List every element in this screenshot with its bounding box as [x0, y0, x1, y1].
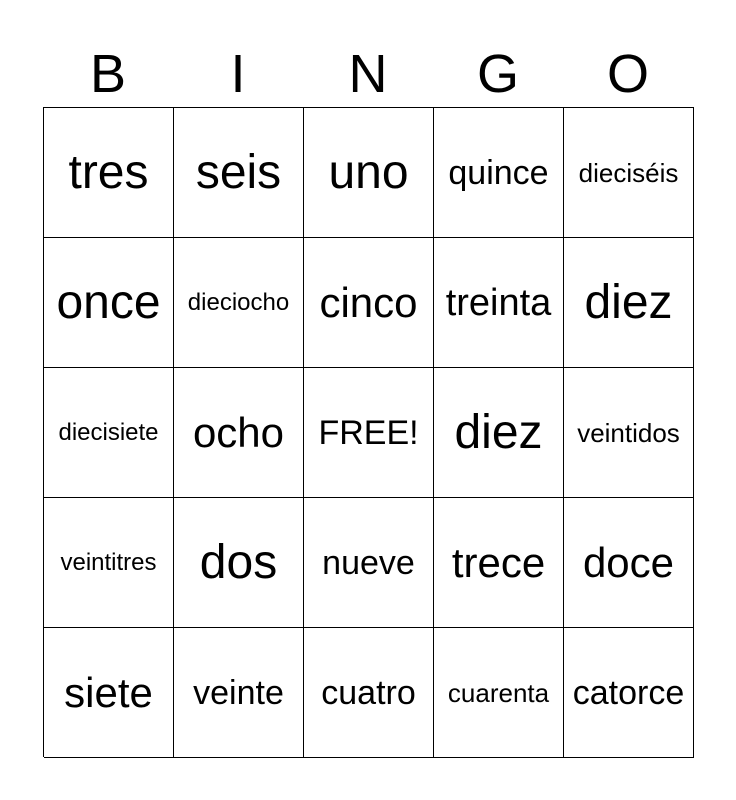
bingo-cell[interactable]: doce	[564, 498, 694, 628]
bingo-cell[interactable]: cuatro	[304, 628, 434, 758]
bingo-cell[interactable]: dieciocho	[174, 238, 304, 368]
free-space[interactable]: FREE!	[304, 368, 434, 498]
bingo-cell[interactable]: cuarenta	[434, 628, 564, 758]
bingo-cell[interactable]: catorce	[564, 628, 694, 758]
bingo-cell[interactable]: treinta	[434, 238, 564, 368]
header-letter-i: I	[230, 44, 246, 104]
bingo-cell[interactable]: uno	[304, 108, 434, 238]
bingo-cell[interactable]: veintidos	[564, 368, 694, 498]
bingo-cell[interactable]: diecisiete	[44, 368, 174, 498]
bingo-cell[interactable]: siete	[44, 628, 174, 758]
bingo-cell[interactable]: diez	[434, 368, 564, 498]
bingo-cell[interactable]: diez	[564, 238, 694, 368]
bingo-cell[interactable]: dos	[174, 498, 304, 628]
bingo-cell[interactable]: ocho	[174, 368, 304, 498]
bingo-cell[interactable]: tres	[44, 108, 174, 238]
bingo-header	[43, 40, 693, 108]
header-letter-o: O	[606, 44, 649, 104]
bingo-cell[interactable]: seis	[174, 108, 304, 238]
bingo-cell[interactable]: quince	[434, 108, 564, 238]
bingo-board	[43, 107, 694, 757]
bingo-cell[interactable]: trece	[434, 498, 564, 628]
bingo-cell[interactable]: cinco	[304, 238, 434, 368]
bingo-cell[interactable]: dieciséis	[564, 108, 694, 238]
bingo-cell[interactable]: veintitres	[44, 498, 174, 628]
header-letter-n: N	[348, 44, 388, 104]
bingo-cell[interactable]: once	[44, 238, 174, 368]
header-letter-b: B	[89, 44, 127, 104]
header-letter-g: G	[476, 44, 519, 104]
bingo-cell[interactable]: veinte	[174, 628, 304, 758]
bingo-cell[interactable]: nueve	[304, 498, 434, 628]
